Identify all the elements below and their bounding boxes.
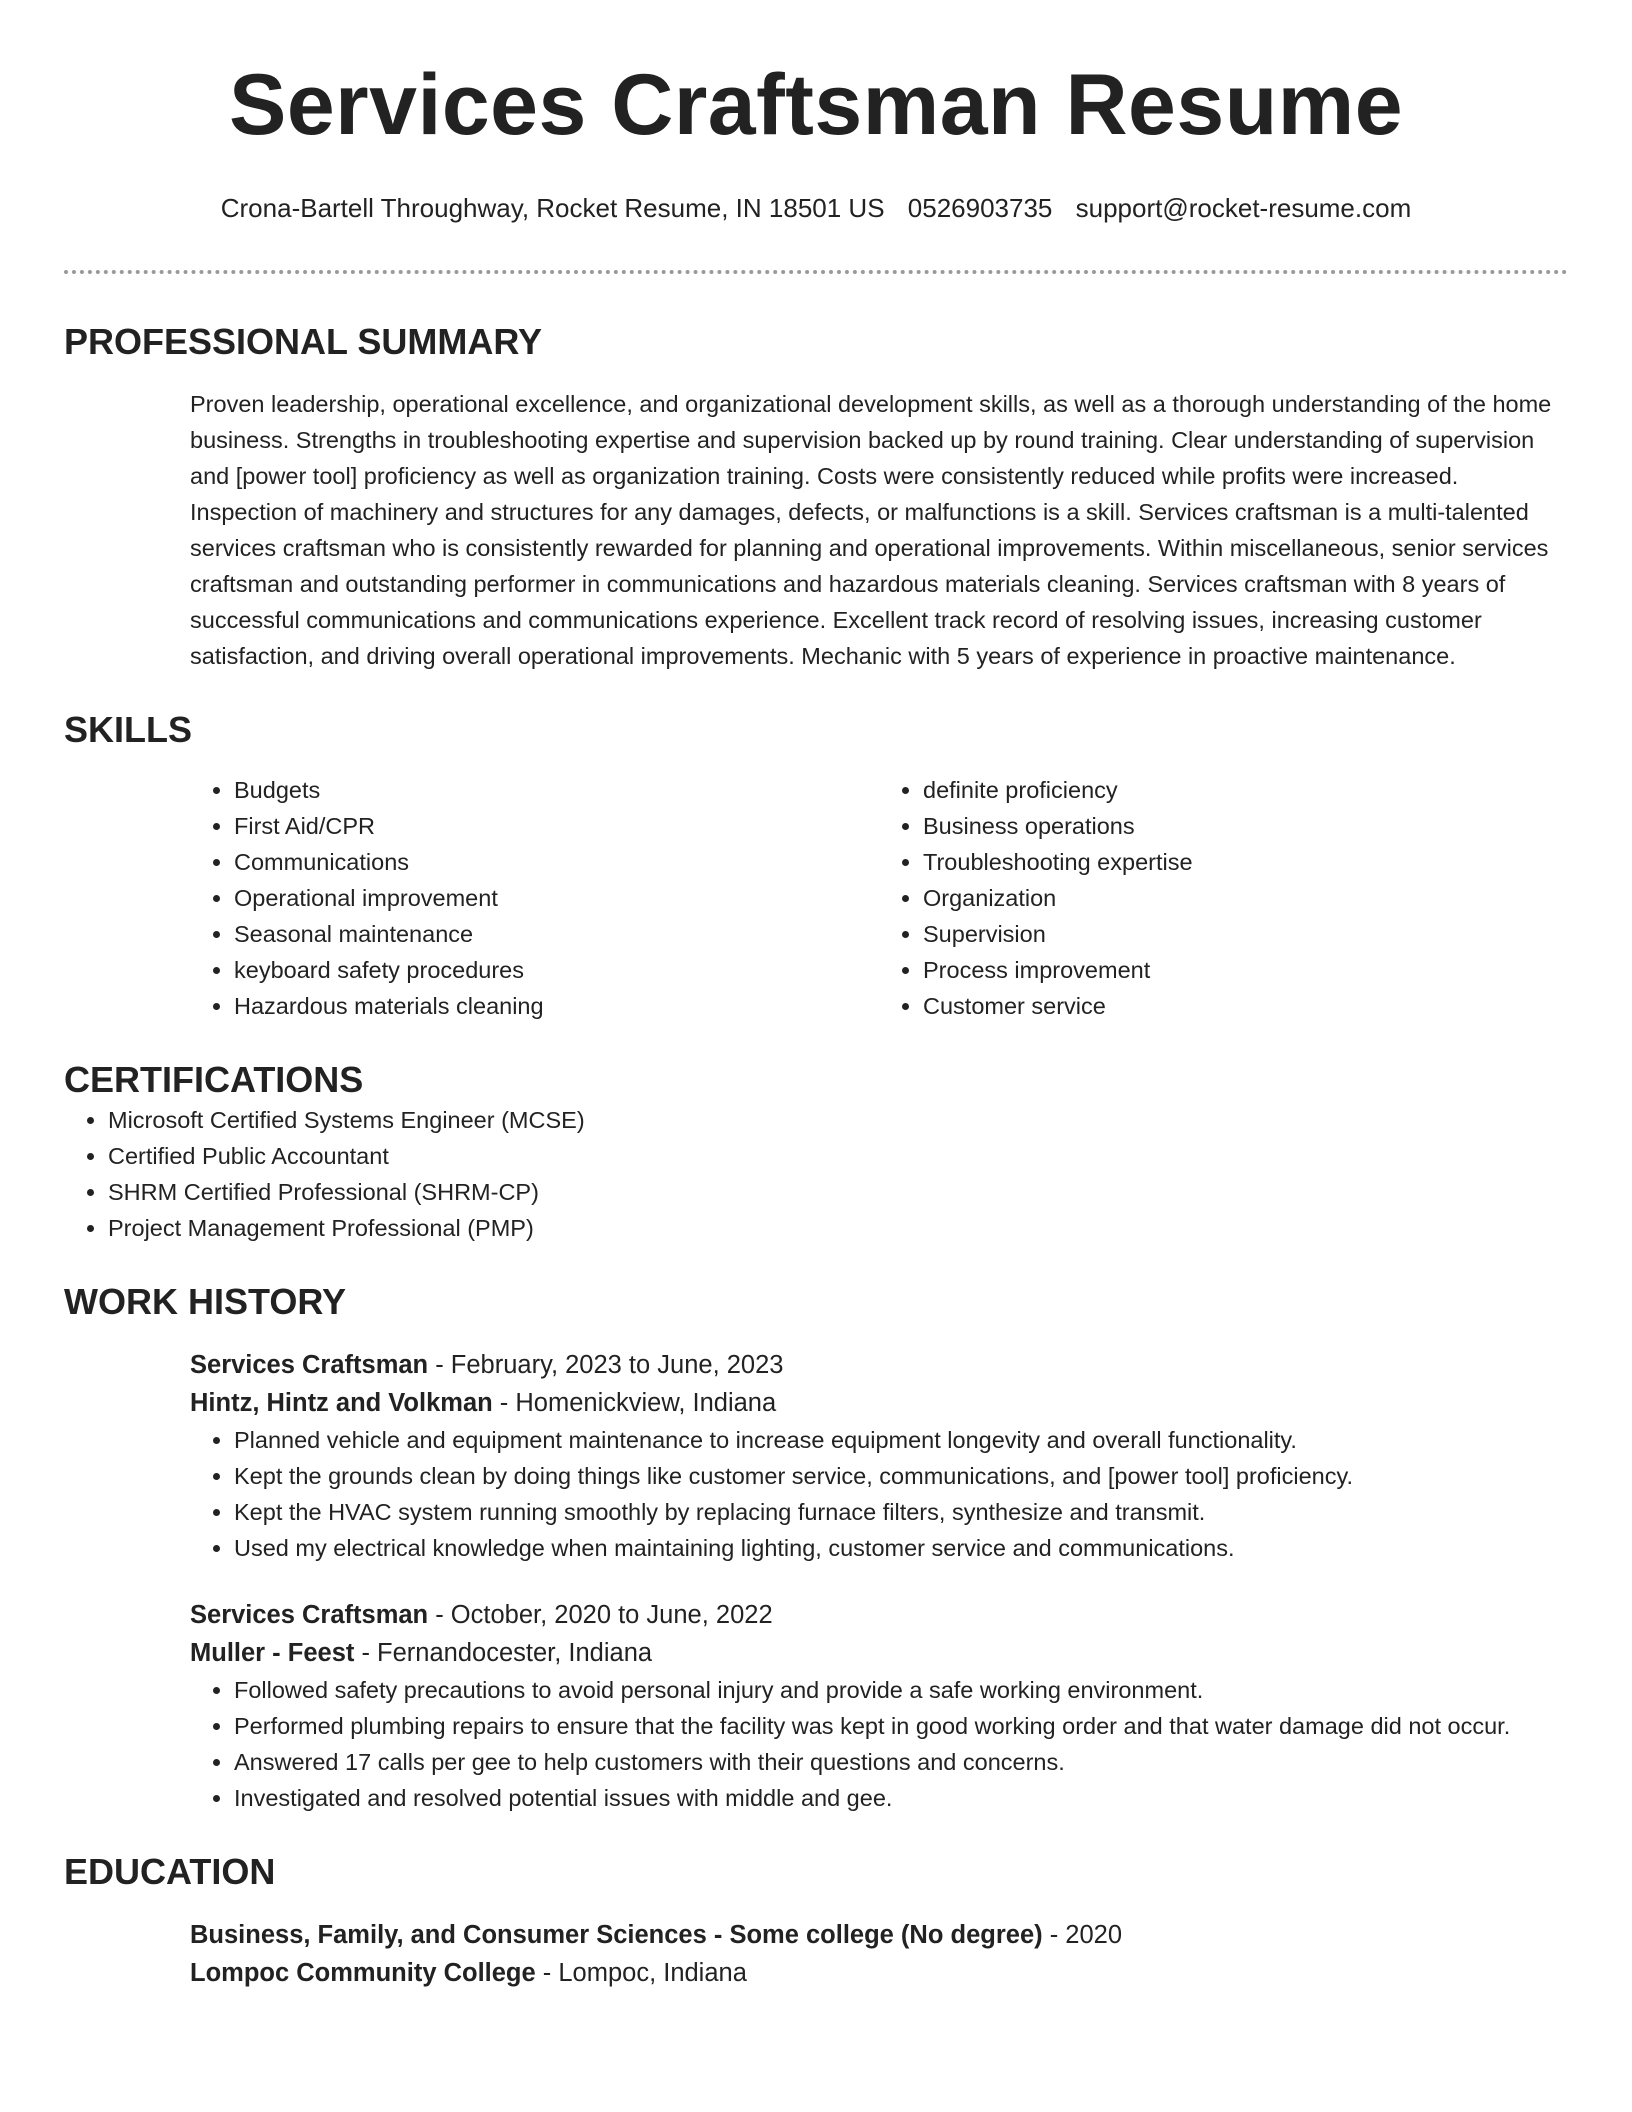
job-bullet: • Answered 17 calls per gee to help customers with their questions and concerns. [234, 1744, 1568, 1780]
job-company-line [190, 1634, 1568, 1672]
job-title: Services Craftsman [190, 1351, 429, 1379]
job-title-line [190, 1346, 1568, 1384]
job-bullet: • Performed plumbing repairs to ensure that the facility was kept in good working order and that water damage did not occur. [234, 1708, 1568, 1744]
contact-phone: 0526903735 [907, 193, 1053, 223]
job-bullets [190, 1672, 1568, 1816]
job-company-line [190, 1384, 1568, 1422]
job-entry [190, 1596, 1568, 1816]
skills-grid [190, 772, 1568, 1024]
skill-item: • Seasonal maintenance [234, 916, 879, 952]
job-company: Hintz, Hintz and Volkman [190, 1389, 493, 1417]
job-dates: - February, 2023 to June, 2023 [428, 1351, 784, 1379]
education-school: Lompoc Community College [190, 1959, 536, 1987]
skills-heading: SKILLS [64, 709, 193, 750]
header-divider [64, 270, 1568, 274]
education-school-line [190, 1954, 1568, 1992]
education-year: - 2020 [1042, 1921, 1123, 1949]
contact-line [64, 192, 1568, 224]
certification-item: • SHRM Certified Professional (SHRM-CP) [108, 1174, 1568, 1210]
skill-item: • Organization [923, 880, 1568, 916]
job-bullet: • Planned vehicle and equipment maintenance to increase equipment longevity and overall functionality. [234, 1422, 1568, 1458]
job-company: Muller - Feest [190, 1639, 355, 1667]
work-history-heading: WORK HISTORY [64, 1281, 347, 1322]
skill-item: • Customer service [923, 988, 1568, 1024]
certifications-heading: CERTIFICATIONS [64, 1059, 364, 1100]
skills-column-left [190, 772, 879, 1024]
skill-item: • Process improvement [923, 952, 1568, 988]
resume-page [64, 0, 1568, 1992]
certifications-list [64, 1102, 1568, 1246]
education-location: - Lompoc, Indiana [535, 1959, 747, 1987]
resume-title: Services Craftsman Resume [228, 57, 1404, 153]
skill-item: • Hazardous materials cleaning [234, 988, 879, 1024]
education-heading: EDUCATION [64, 1851, 276, 1892]
certification-item: • Project Management Professional (PMP) [108, 1210, 1568, 1246]
skill-item: • Troubleshooting expertise [923, 844, 1568, 880]
job-bullet: • Investigated and resolved potential issues with middle and gee. [234, 1780, 1568, 1816]
job-bullets [190, 1422, 1568, 1566]
job-bullet: • Kept the HVAC system running smoothly by replacing furnace filters, synthesize and transmit. [234, 1494, 1568, 1530]
education-degree: Business, Family, and Consumer Sciences - Some college (No degree) [190, 1921, 1043, 1949]
skill-item: • keyboard safety procedures [234, 952, 879, 988]
job-entry [190, 1346, 1568, 1566]
summary-heading: PROFESSIONAL SUMMARY [64, 321, 543, 362]
skill-item: • Operational improvement [234, 880, 879, 916]
education-degree-line [190, 1916, 1568, 1954]
job-title-line [190, 1596, 1568, 1634]
job-title: Services Craftsman [190, 1601, 429, 1629]
job-bullet: • Followed safety precautions to avoid personal injury and provide a safe working environment. [234, 1672, 1568, 1708]
contact-address: Crona-Bartell Throughway, Rocket Resume, IN 18501 US [220, 193, 885, 223]
contact-email: support@rocket-resume.com [1075, 193, 1412, 223]
skills-column-right [879, 772, 1568, 1024]
skill-item: • Supervision [923, 916, 1568, 952]
job-bullet: • Used my electrical knowledge when maintaining lighting, customer service and communications. [234, 1530, 1568, 1566]
job-bullet: • Kept the grounds clean by doing things like customer service, communications, and [power tool] proficiency. [234, 1458, 1568, 1494]
skill-item: • Budgets [234, 772, 879, 808]
skill-item: • First Aid/CPR [234, 808, 879, 844]
skill-item: • definite proficiency [923, 772, 1568, 808]
skill-item: • Communications [234, 844, 879, 880]
education-entry [190, 1916, 1568, 1992]
summary-text: Proven leadership, operational excellence, and organizational development skills, as well as a thorough understanding of the home business. Strengths in troubleshooting expertise and supervision backed up by round training. Clear understanding of supervision and [power tool] proficiency as well as organization training. Costs were consistently reduced while profits were increased. Inspection of machinery and structures for any damages, defects, or malfunctions is a skill. Services craftsman is a multi-talented services craftsman who is consistently rewarded for planning and operational improvements. Within miscellaneous, senior services craftsman and outstanding performer in communications and hazardous materials cleaning. Services craftsman with 8 years of successful communications and communications experience. Excellent track record of resolving issues, increasing customer satisfaction, and driving overall operational improvements. Mechanic with 5 years of experience in proactive maintenance. [190, 391, 1552, 669]
skill-item: • Business operations [923, 808, 1568, 844]
job-location: - Fernandocester, Indiana [354, 1639, 653, 1667]
job-dates: - October, 2020 to June, 2022 [428, 1601, 773, 1629]
job-location: - Homenickview, Indiana [492, 1389, 777, 1417]
certification-item: • Certified Public Accountant [108, 1138, 1568, 1174]
certification-item: • Microsoft Certified Systems Engineer (MCSE) [108, 1102, 1568, 1138]
